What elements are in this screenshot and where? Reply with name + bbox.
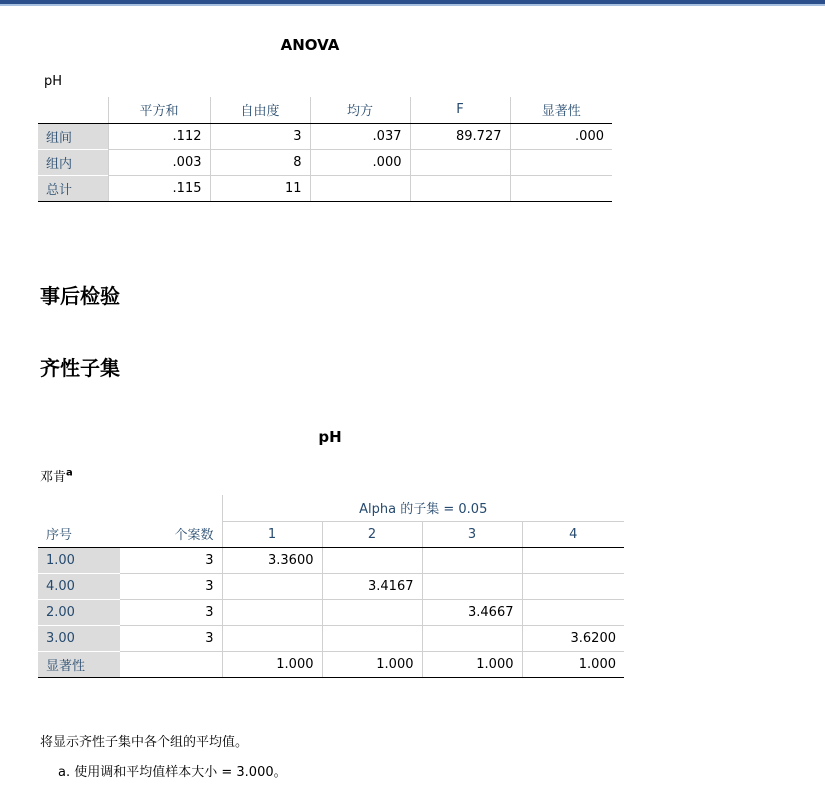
table-row [38, 123, 612, 149]
table-cell [422, 625, 522, 651]
anova-col-header: F [410, 97, 510, 123]
footnote-harmonic: a. 使用调和平均值样本大小 = 3.000。 [58, 765, 287, 780]
table-cell [310, 175, 410, 201]
table-cell: 8 [210, 149, 310, 175]
table-row-significance [38, 651, 624, 677]
table-cell [422, 547, 522, 573]
table-cell: 1.000 [422, 651, 522, 677]
subset-method-footnote-marker: a [66, 467, 73, 479]
anova-col-header: 显著性 [510, 97, 612, 123]
table-cell [522, 547, 624, 573]
subset-col-header: 1 [222, 521, 322, 547]
row-label: 4.00 [38, 573, 120, 599]
row-label: 总计 [38, 175, 108, 201]
table-cell: 1.000 [222, 651, 322, 677]
subset-col-header: 3 [422, 521, 522, 547]
table-cell [322, 547, 422, 573]
row-label: 组间 [38, 123, 108, 149]
table-cell: .115 [108, 175, 210, 201]
subset-method [40, 466, 73, 485]
table-cell [222, 599, 322, 625]
anova-col-header: 均方 [310, 97, 410, 123]
table-cell [522, 573, 624, 599]
subset-col-header-group: 序号 [38, 521, 120, 547]
table-cell [222, 625, 322, 651]
window-top-border-highlight [0, 4, 825, 6]
table-cell: .003 [108, 149, 210, 175]
table-row [38, 573, 624, 599]
subset-method-label: 邓肯 [40, 470, 67, 485]
subset-title: pH [318, 428, 342, 446]
row-label: 2.00 [38, 599, 120, 625]
anova-variable: pH [44, 74, 63, 89]
table-cell: 89.727 [410, 123, 510, 149]
table-row [38, 547, 624, 573]
table-cell [522, 599, 624, 625]
table-cell: 3.3600 [222, 547, 322, 573]
table-cell [322, 599, 422, 625]
table-cell: .037 [310, 123, 410, 149]
table-cell [510, 149, 612, 175]
table-cell: .000 [310, 149, 410, 175]
anova-col-header: 平方和 [108, 97, 210, 123]
footnote-means: 将显示齐性子集中各个组的平均值。 [40, 735, 249, 750]
anova-header-row [38, 97, 612, 123]
table-row [38, 149, 612, 175]
table-cell [422, 573, 522, 599]
table-cell [410, 175, 510, 201]
table-cell: 3 [120, 573, 222, 599]
table-cell: 1.000 [522, 651, 624, 677]
anova-table [38, 97, 612, 202]
subset-header-row-1 [38, 495, 624, 521]
table-row [38, 175, 612, 201]
anova-title: ANOVA [280, 36, 340, 54]
table-cell [222, 573, 322, 599]
table-cell [510, 175, 612, 201]
table-cell [410, 149, 510, 175]
subset-header-row-2 [38, 521, 624, 547]
table-cell [322, 625, 422, 651]
table-row [38, 625, 624, 651]
table-cell: 3.6200 [522, 625, 624, 651]
table-cell: 3.4667 [422, 599, 522, 625]
table-cell: 11 [210, 175, 310, 201]
subset-table [38, 495, 624, 678]
row-label: 组内 [38, 149, 108, 175]
subset-col-header: 2 [322, 521, 422, 547]
table-cell: 3 [210, 123, 310, 149]
table-cell: 3 [120, 599, 222, 625]
subset-col-header-n: 个案数 [120, 521, 222, 547]
alpha-header: Alpha 的子集 = 0.05 [222, 495, 624, 521]
subset-col-header: 4 [522, 521, 624, 547]
table-cell: .112 [108, 123, 210, 149]
row-label: 显著性 [38, 651, 120, 677]
table-row [38, 599, 624, 625]
table-cell: 3 [120, 547, 222, 573]
row-label: 3.00 [38, 625, 120, 651]
anova-col-header: 自由度 [210, 97, 310, 123]
table-cell: 3 [120, 625, 222, 651]
table-cell: 1.000 [322, 651, 422, 677]
section-homogeneous-heading: 齐性子集 [40, 356, 120, 380]
row-label: 1.00 [38, 547, 120, 573]
table-cell: .000 [510, 123, 612, 149]
section-posthoc-heading: 事后检验 [40, 284, 120, 308]
table-cell: 3.4167 [322, 573, 422, 599]
